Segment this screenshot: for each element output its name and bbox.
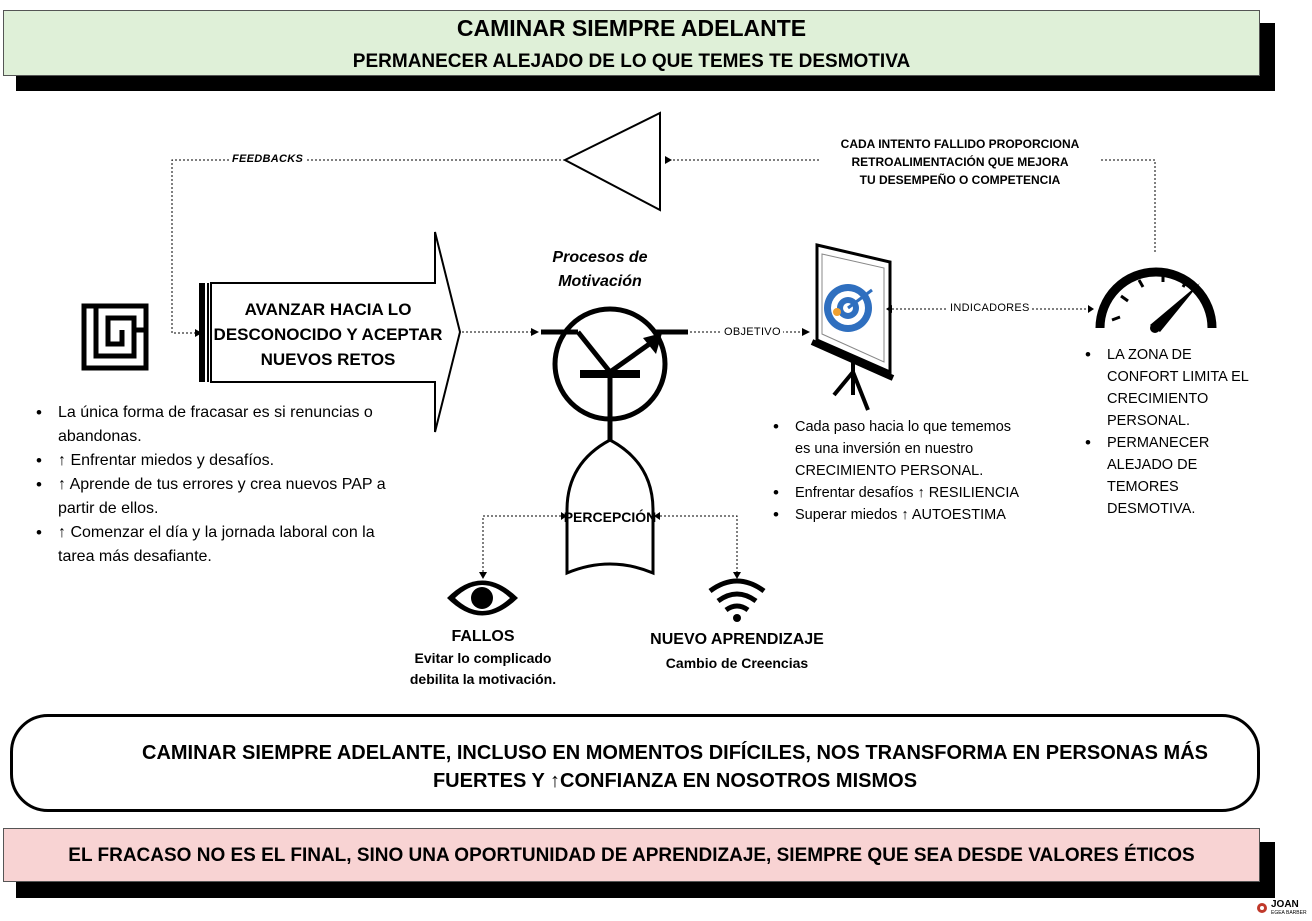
page-title: CAMINAR SIEMPRE ADELANTE xyxy=(456,15,807,41)
footer-banner: EL FRACASO NO ES EL FINAL, SINO UNA OPORTUNIDAD DE APRENDIZAJE, SIEMPRE QUE SEA DESDE VALORES ÉTICOS xyxy=(3,828,1260,882)
list-item: • La única forma de fracasar es si renuncias o abandonas. xyxy=(30,401,410,449)
feedback-note-line2: RETROALIMENTACIÓN QUE MEJORA xyxy=(851,155,1069,169)
list-item: • Superar miedos ↑ AUTOESTIMA xyxy=(767,504,1027,526)
feedback-note-line1: CADA INTENTO FALLIDO PROPORCIONA xyxy=(840,137,1080,151)
target-icon xyxy=(824,284,872,332)
right-bullet-list xyxy=(1079,344,1254,520)
arrow-box-line1: AVANZAR HACIA LO xyxy=(244,300,412,319)
motivation-line2: Motivación xyxy=(558,273,642,290)
left-bullet-list xyxy=(30,401,410,569)
feedback-note xyxy=(820,135,1100,189)
list-item: • ↑ Aprende de tus errores y crea nuevos PAP a partir de ellos. xyxy=(30,473,410,521)
conclusion-box: CAMINAR SIEMPRE ADELANTE, INCLUSO EN MOMENTOS DIFÍCILES, NOS TRANSFORMA EN PERSONAS MÁS FUERTES Y ↑CONFIANZA EN NOSOTROS MISMOS xyxy=(10,714,1260,812)
gauge-icon xyxy=(1100,272,1212,333)
logo-sub: EGEA BARBER xyxy=(1271,910,1307,916)
fallos-title: FALLOS xyxy=(451,628,515,645)
logo-name: JOAN xyxy=(1271,899,1299,910)
list-item: • ↑ Comenzar el día y la jornada laboral con la tarea más desafiante. xyxy=(30,521,410,569)
perception-gate xyxy=(567,440,653,573)
arrow-box-line3: NUEVOS RETOS xyxy=(260,350,396,369)
transistor-icon xyxy=(541,309,688,440)
indicadores-label: INDICADORES xyxy=(950,302,1030,314)
feedback-note-line3: TU DESEMPEÑO O COMPETENCIA xyxy=(859,173,1061,187)
middle-bullet-list xyxy=(767,416,1027,526)
fallos-line1: Evitar lo complicado xyxy=(414,650,552,666)
motivation-label xyxy=(540,246,660,294)
fallos-line2: debilita la motivación. xyxy=(409,671,557,687)
feedbacks-label: FEEDBACKS xyxy=(232,153,304,165)
arrow-box-text xyxy=(210,297,446,372)
amplifier-triangle xyxy=(565,113,660,210)
aprendizaje-block xyxy=(627,629,847,675)
eye-icon xyxy=(447,581,518,616)
list-item: • PERMANECER ALEJADO DE TEMORES DESMOTIVA. xyxy=(1079,432,1254,520)
list-item: • Enfrentar desafíos ↑ RESILIENCIA xyxy=(767,482,1027,504)
feedback-arrowhead-right xyxy=(665,156,672,164)
aprendizaje-line1: Cambio de Creencias xyxy=(665,655,809,671)
maze-icon xyxy=(84,306,146,368)
arrow-box-line2: DESCONOCIDO Y ACEPTAR xyxy=(213,325,443,344)
motivation-line1: Procesos de xyxy=(552,249,648,266)
list-item: • LA ZONA DE CONFORT LIMITA EL CRECIMIENTO PERSONAL. xyxy=(1079,344,1254,432)
list-item: • Cada paso hacia lo que tememos es una inversión en nuestro CRECIMIENTO PERSONAL. xyxy=(767,416,1027,482)
logo-icon xyxy=(1256,902,1268,914)
page-subtitle: PERMANECER ALEJADO DE LO QUE TEMES TE DESMOTIVA xyxy=(352,51,911,72)
author-logo xyxy=(1256,899,1310,919)
list-item: • ↑ Enfrentar miedos y desafíos. xyxy=(30,449,410,473)
wifi-icon xyxy=(710,581,764,610)
arrowhead-transistor xyxy=(531,328,539,336)
perception-label: PERCEPCIÓN xyxy=(563,509,657,525)
aprendizaje-title: NUEVO APRENDIZAJE xyxy=(650,631,824,648)
objetivo-label: OBJETIVO xyxy=(724,326,781,338)
fallos-block xyxy=(383,626,583,690)
